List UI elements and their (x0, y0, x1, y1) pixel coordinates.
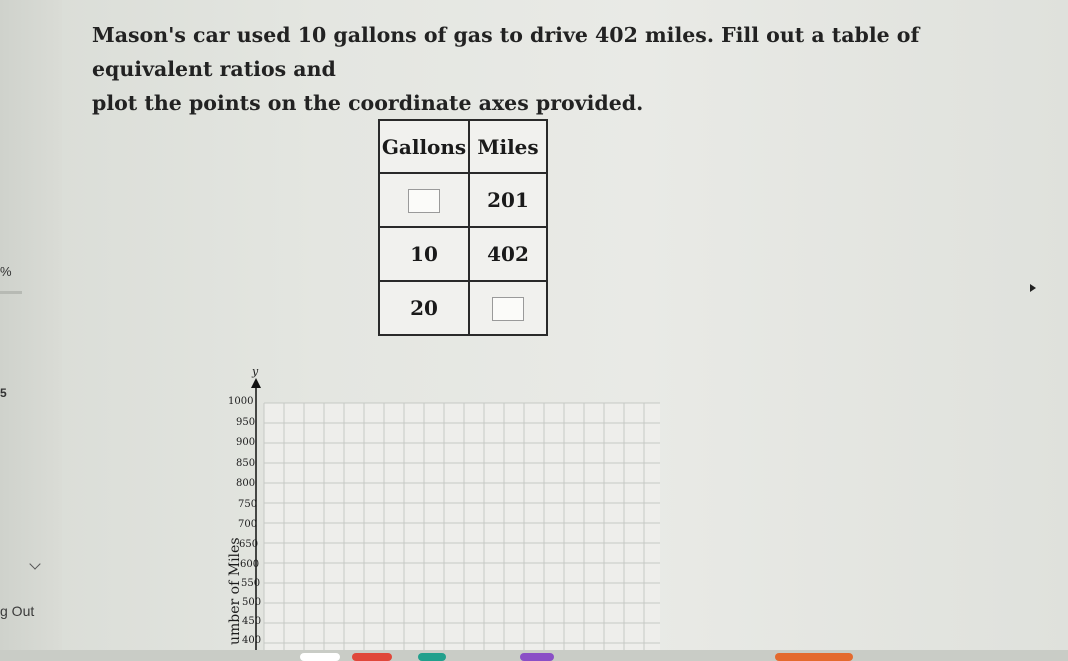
graph-grid[interactable] (220, 360, 680, 661)
table-cell-gallons: 10 (379, 227, 469, 281)
column-header-miles: Miles (469, 120, 547, 173)
y-tick-label: 700 (238, 519, 258, 530)
y-tick-label: 900 (236, 437, 256, 448)
toolbar-button[interactable] (418, 653, 446, 661)
table-row (379, 227, 547, 281)
y-tick-label: 600 (240, 559, 260, 570)
question-prompt (92, 18, 1032, 120)
sidebar-progress-bar (0, 291, 22, 294)
y-axis-letter: y (252, 365, 259, 378)
toolbar-button[interactable] (775, 653, 853, 661)
gallons-answer-input[interactable] (408, 189, 440, 213)
toolbar-button[interactable] (352, 653, 392, 661)
table-row (379, 281, 547, 335)
y-tick-label: 650 (239, 539, 259, 550)
toolbar-button[interactable] (300, 653, 340, 661)
sidebar-number-text: 5 (0, 386, 7, 400)
y-axis-title: umber of Miles (227, 537, 243, 645)
mouse-pointer-icon (1030, 284, 1036, 292)
table-cell-gallons (379, 173, 469, 227)
y-tick-label: 750 (238, 499, 258, 510)
question-line-1: Mason's car used 10 gallons of gas to drive 402 miles. Fill out a table of equivalent ratios and (92, 23, 920, 81)
table-header-row (379, 120, 547, 173)
y-tick-label: 950 (236, 417, 256, 428)
grid-background (264, 403, 660, 661)
table-cell-miles: 201 (469, 173, 547, 227)
y-tick-label: 1000 (228, 396, 254, 407)
table-cell-gallons: 20 (379, 281, 469, 335)
miles-answer-input[interactable] (492, 297, 524, 321)
y-tick-label: 400 (242, 635, 262, 646)
question-line-2: plot the points on the coordinate axes provided. (92, 91, 644, 115)
sidebar-percent-text: % (0, 264, 12, 279)
logout-link[interactable]: g Out (0, 603, 35, 619)
ratio-table (378, 119, 548, 336)
y-tick-label: 450 (242, 616, 262, 627)
y-tick-label: 850 (236, 458, 256, 469)
y-tick-label: 800 (236, 478, 256, 489)
table-cell-miles (469, 281, 547, 335)
table-row (379, 173, 547, 227)
y-tick-label: 500 (242, 597, 262, 608)
coordinate-graph[interactable] (220, 360, 680, 661)
table-cell-miles: 402 (469, 227, 547, 281)
column-header-gallons: Gallons (379, 120, 469, 173)
toolbar-button[interactable] (520, 653, 554, 661)
y-tick-label: 550 (241, 578, 261, 589)
